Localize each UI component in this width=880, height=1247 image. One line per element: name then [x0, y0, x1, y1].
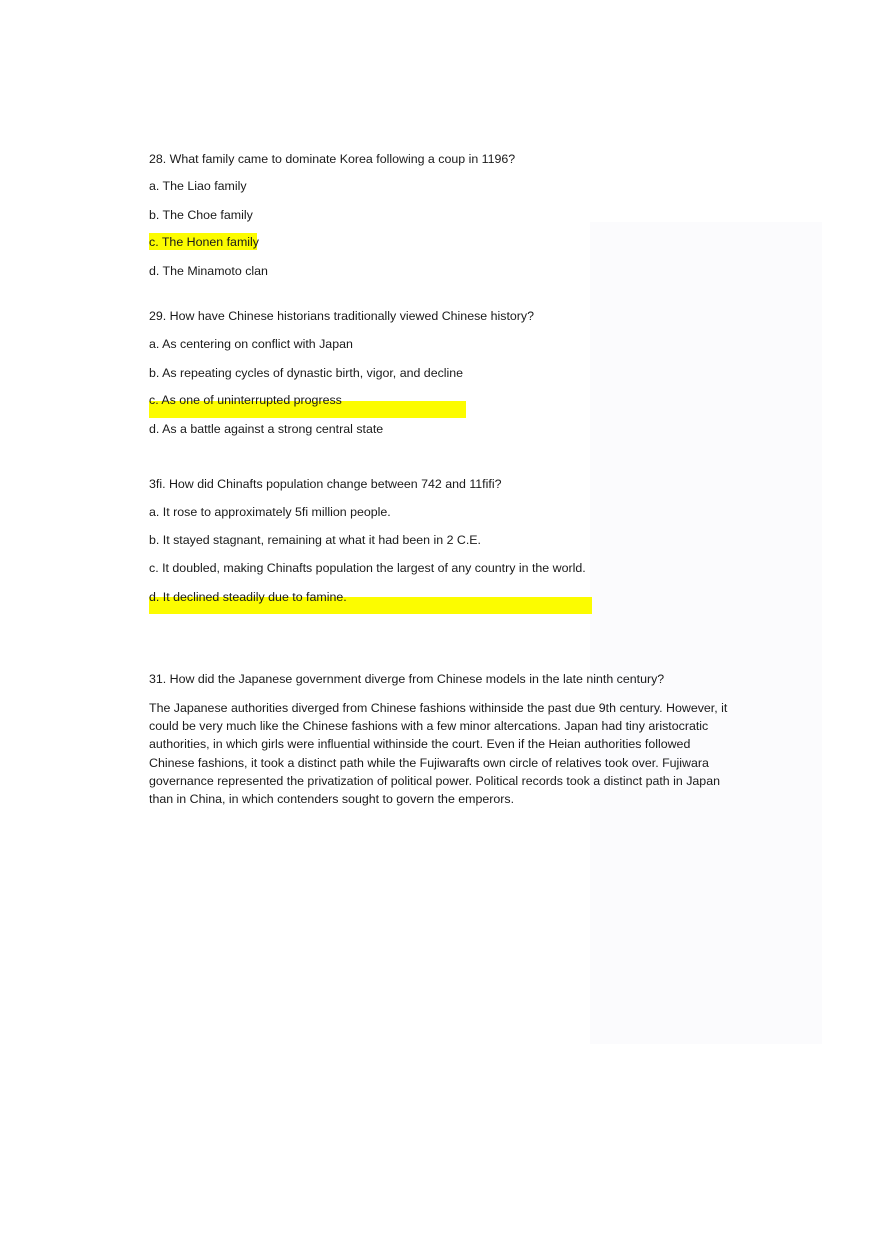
q28-option-d: d. The Minamoto clan: [149, 264, 268, 278]
q29-option-a: a. As centering on conflict with Japan: [149, 337, 353, 351]
q28-option-c: c. The Honen family: [149, 235, 259, 249]
q30-option-d: d. It declined steadily due to famine.: [149, 590, 347, 604]
question-28: 28. What family came to dominate Korea following a coup in 1196?: [149, 152, 516, 166]
q28-option-a: a. The Liao family: [149, 179, 247, 193]
faint-background-panel: [590, 222, 822, 1044]
q30-option-b: b. It stayed stagnant, remaining at what it had been in 2 C.E.: [149, 533, 481, 547]
q30-option-c: c. It doubled, making Chinafts population the largest of any country in the world.: [149, 561, 586, 575]
q31-answer-paragraph: The Japanese authorities diverged from Chinese fashions withinside the past due 9th century. However, it could be very much like the Chinese fashions with a few minor altercations. Japan had tiny aristocratic authorities, in which girls were influential withinside the court. Even if the Heian authorities followed Chinese fashions, it took a distinct path while the Fujiwarafts own circle of relatives took over. Fujiwara governance represented the privatization of political power. Political records took a distinct path in Japan than in China, in which contenders sought to govern the emperors.: [149, 701, 728, 807]
q28-option-b: b. The Choe family: [149, 208, 253, 222]
q30-option-a: a. It rose to approximately 5fi million people.: [149, 505, 391, 519]
q29-option-b: b. As repeating cycles of dynastic birth, vigor, and decline: [149, 366, 464, 380]
q29-option-d: d. As a battle against a strong central state: [149, 422, 384, 436]
question-30: 3fi. How did Chinafts population change between 742 and 11fifi?: [149, 477, 502, 491]
question-29: 29. How have Chinese historians traditionally viewed Chinese history?: [149, 309, 534, 323]
question-31: 31. How did the Japanese government diverge from Chinese models in the late ninth century?: [149, 672, 665, 686]
q29-option-c: c. As one of uninterrupted progress: [149, 393, 342, 407]
